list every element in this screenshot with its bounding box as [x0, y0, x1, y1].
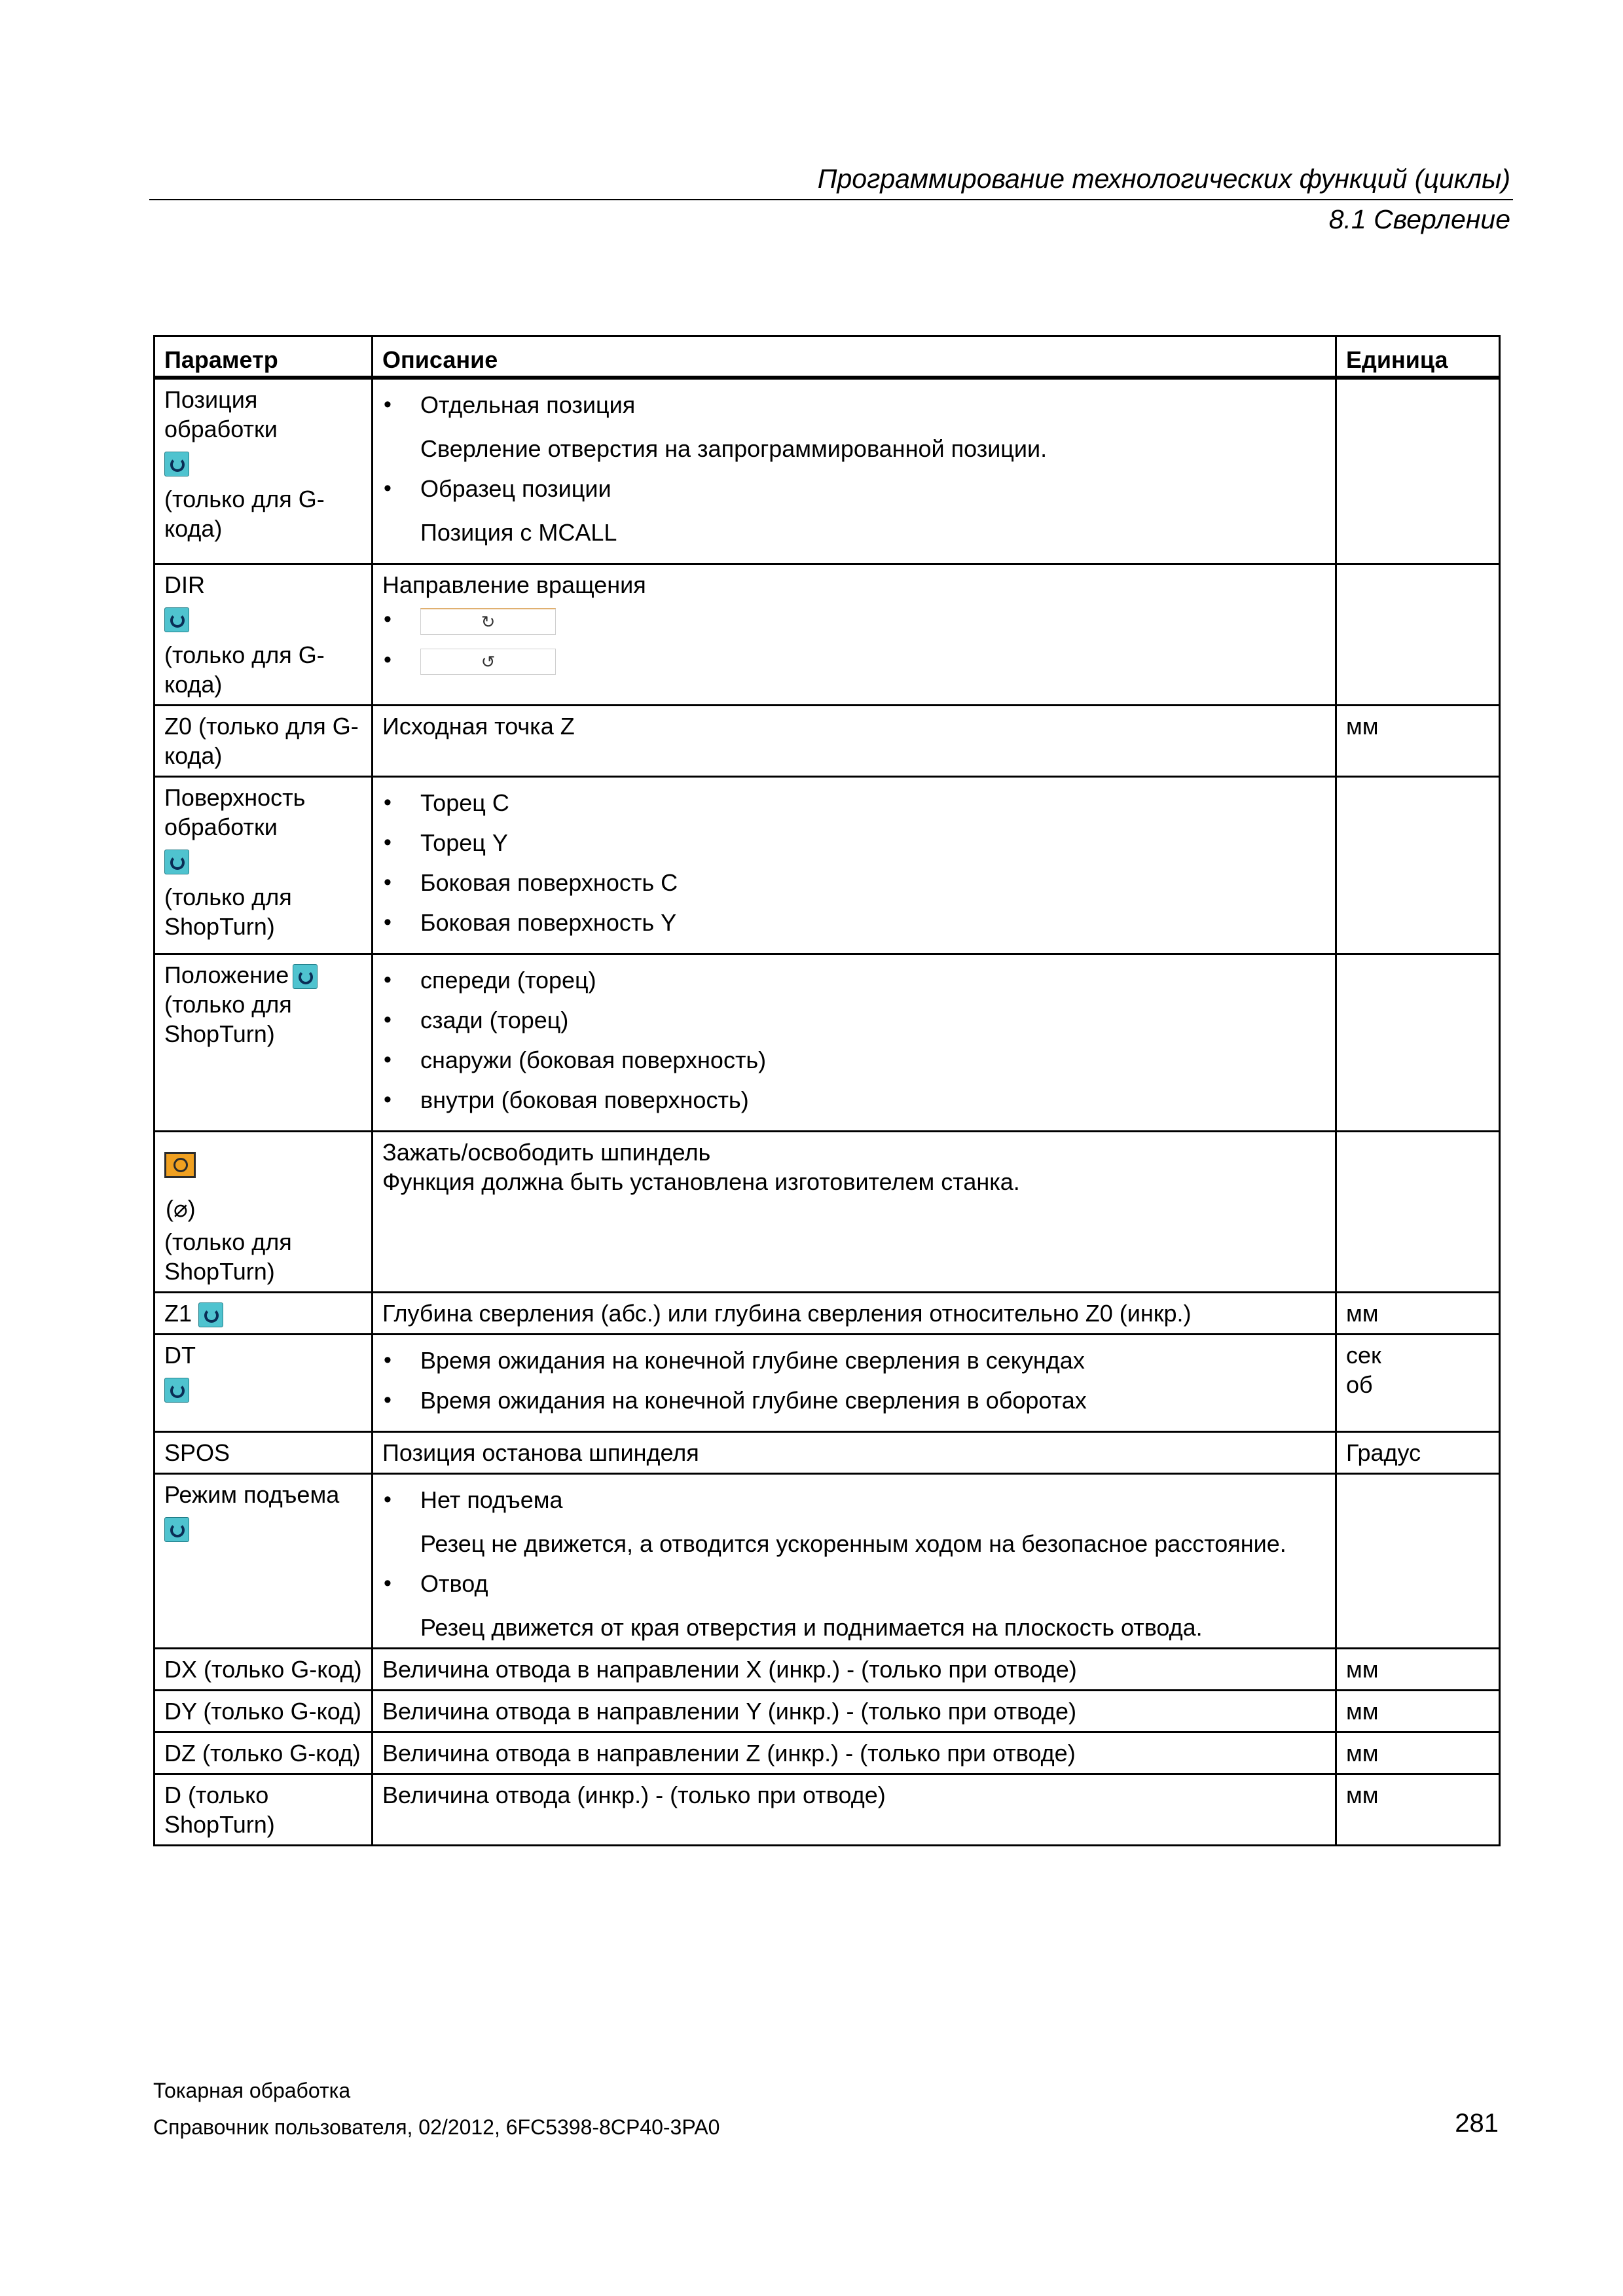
desc-cell — [373, 777, 1336, 954]
column-header-desc: Описание — [373, 336, 1336, 378]
unit-cell: мм — [1336, 1691, 1500, 1732]
table-row — [155, 777, 1500, 954]
param-name: Положение — [164, 961, 289, 988]
list-item — [382, 605, 1326, 635]
table-row — [155, 954, 1500, 1132]
param-name: D (только ShopTurn) — [164, 1782, 275, 1838]
param-name: DT — [164, 1342, 196, 1369]
param-cell — [155, 777, 373, 954]
param-cell — [155, 1649, 373, 1691]
desc-cell: Глубина сверления (абс.) или глубина сверления относительно Z0 (инкр.) — [373, 1293, 1336, 1335]
param-cell — [155, 954, 373, 1132]
desc-cell: Величина отвода в направлении Y (инкр.) - (только при отводе) — [373, 1691, 1336, 1732]
desc-cell — [373, 1132, 1336, 1293]
desc-cell: Позиция останова шпинделя — [373, 1432, 1336, 1474]
bullet-text: Отвод — [420, 1570, 488, 1597]
unit-value-alt: об — [1346, 1371, 1373, 1398]
running-header-chapter: Программирование технологических функций (циклы) — [817, 164, 1510, 194]
table-row — [155, 1774, 1500, 1846]
list-item: • Время ожидания на конечной глубине сверления в секундах — [382, 1346, 1326, 1375]
param-name: DZ (только G-код) — [164, 1740, 361, 1767]
table-row — [155, 564, 1500, 706]
unit-cell: мм — [1336, 1649, 1500, 1691]
toggle-icon — [164, 607, 189, 632]
list-item: • сзади (торец) — [382, 1005, 1326, 1035]
toggle-icon — [164, 452, 189, 476]
unit-cell — [1336, 1474, 1500, 1649]
param-cell — [155, 1335, 373, 1432]
param-name: SPOS — [164, 1439, 230, 1466]
list-item: • внутри (боковая поверхность) — [382, 1085, 1326, 1115]
list-item: • снаружи (боковая поверхность) — [382, 1045, 1326, 1075]
list-item — [382, 474, 1326, 547]
bullet-subtext: Сверление отверстия на запрограммированной позиции. — [420, 435, 1048, 462]
toggle-icon — [164, 1517, 189, 1542]
desc-cell — [373, 564, 1336, 706]
table-row — [155, 1732, 1500, 1774]
toggle-icon — [164, 850, 189, 874]
list-item: • Торец Y — [382, 828, 1326, 857]
param-name: DX (только G-код) — [164, 1656, 362, 1683]
desc-cell: Исходная точка Z — [373, 706, 1336, 777]
param-note: (только для G-кода) — [164, 486, 325, 542]
bullet-subtext: Позиция с MCALL — [420, 519, 617, 546]
param-cell — [155, 1432, 373, 1474]
desc-text: Направление вращения — [382, 571, 646, 598]
toggle-icon — [198, 1302, 223, 1327]
bullet-text: Отдельная позиция — [420, 391, 636, 418]
param-name: Z1 — [164, 1300, 192, 1327]
table-row — [155, 1132, 1500, 1293]
param-note: (только для ShopTurn) — [164, 884, 292, 940]
param-name: Поверхность обработки — [164, 784, 306, 840]
param-name: Режим подъема — [164, 1481, 340, 1508]
unit-cell — [1336, 777, 1500, 954]
footer-product: Токарная обработка — [153, 2079, 351, 2102]
toggle-icon — [164, 1378, 189, 1403]
param-note: (только для ShopTurn) — [164, 991, 292, 1047]
unit-cell — [1336, 378, 1500, 564]
toggle-icon — [293, 964, 318, 989]
param-name: Позиция обработки — [164, 386, 278, 442]
table-row — [155, 1335, 1500, 1432]
list-item — [382, 645, 1326, 675]
column-header-param: Параметр — [155, 336, 373, 378]
desc-cell — [373, 1474, 1336, 1649]
table-row — [155, 1432, 1500, 1474]
footer-manual-info: Справочник пользователя, 02/2012, 6FC5398-8CP40-3PA0 — [153, 2115, 720, 2139]
header-rule — [149, 199, 1513, 200]
param-cell — [155, 1293, 373, 1335]
bullet-text: Образец позиции — [420, 475, 611, 502]
unit-cell: мм — [1336, 1732, 1500, 1774]
param-cell — [155, 706, 373, 777]
spindle-clamp-icon — [164, 1152, 196, 1178]
param-cell — [155, 1691, 373, 1732]
page-number: 281 — [1455, 2109, 1499, 2138]
unit-value: сек — [1346, 1342, 1381, 1369]
table-row — [155, 378, 1500, 564]
bullet-subtext: Резец не движется, а отводится ускоренным ходом на безопасное расстояние. — [420, 1530, 1286, 1557]
table-header-row — [155, 336, 1500, 378]
param-cell — [155, 1774, 373, 1846]
desc-cell: Величина отвода в направлении Z (инкр.) - (только при отводе) — [373, 1732, 1336, 1774]
param-name: DIR — [164, 571, 205, 598]
unit-cell: мм — [1336, 706, 1500, 777]
table-row — [155, 1474, 1500, 1649]
clockwise-rotation-icon: ↻ — [420, 608, 556, 635]
list-item — [382, 390, 1326, 463]
list-item: • Время ожидания на конечной глубине сверления в оборотах — [382, 1386, 1326, 1415]
desc-cell: Величина отвода (инкр.) - (только при отводе) — [373, 1774, 1336, 1846]
desc-cell: Величина отвода в направлении X (инкр.) - (только при отводе) — [373, 1649, 1336, 1691]
unit-cell — [1336, 1132, 1500, 1293]
desc-cell — [373, 378, 1336, 564]
param-cell — [155, 378, 373, 564]
table-row — [155, 706, 1500, 777]
param-name: Z0 (только для G-кода) — [164, 713, 359, 769]
parameter-table — [153, 335, 1501, 1846]
running-header-section: 8.1 Сверление — [1328, 204, 1510, 234]
param-cell — [155, 564, 373, 706]
unit-cell — [1336, 954, 1500, 1132]
unit-cell: мм — [1336, 1774, 1500, 1846]
list-item — [382, 1569, 1326, 1642]
list-item: • Торец C — [382, 788, 1326, 817]
param-cell — [155, 1132, 373, 1293]
list-item: • Боковая поверхность Y — [382, 908, 1326, 937]
column-header-unit: Единица — [1336, 336, 1500, 378]
bullet-subtext: Резец движется от края отверстия и поднимается на плоскость отвода. — [420, 1614, 1203, 1641]
unit-cell: мм — [1336, 1293, 1500, 1335]
desc-note: Функция должна быть установлена изготовителем станка. — [382, 1168, 1020, 1195]
param-note: (только для ShopTurn) — [164, 1229, 292, 1285]
table-row — [155, 1649, 1500, 1691]
list-item: • спереди (торец) — [382, 965, 1326, 995]
table-row — [155, 1293, 1500, 1335]
param-name-with-icon — [164, 960, 362, 990]
bullet-text: Нет подъема — [420, 1486, 563, 1513]
spindle-release-icon: (⌀) — [166, 1195, 196, 1222]
param-cell — [155, 1732, 373, 1774]
table-row — [155, 1691, 1500, 1732]
list-item: • Боковая поверхность C — [382, 868, 1326, 897]
list-item — [382, 1485, 1326, 1558]
param-note: (только для G-кода) — [164, 641, 325, 698]
desc-cell — [373, 1335, 1336, 1432]
unit-cell — [1336, 564, 1500, 706]
unit-cell: Градус — [1336, 1432, 1500, 1474]
desc-text: Зажать/освободить шпиндель — [382, 1139, 711, 1166]
param-cell — [155, 1474, 373, 1649]
param-name: DY (только G-код) — [164, 1698, 361, 1725]
unit-cell — [1336, 1335, 1500, 1432]
counterclockwise-rotation-icon: ↺ — [420, 649, 556, 675]
desc-cell — [373, 954, 1336, 1132]
